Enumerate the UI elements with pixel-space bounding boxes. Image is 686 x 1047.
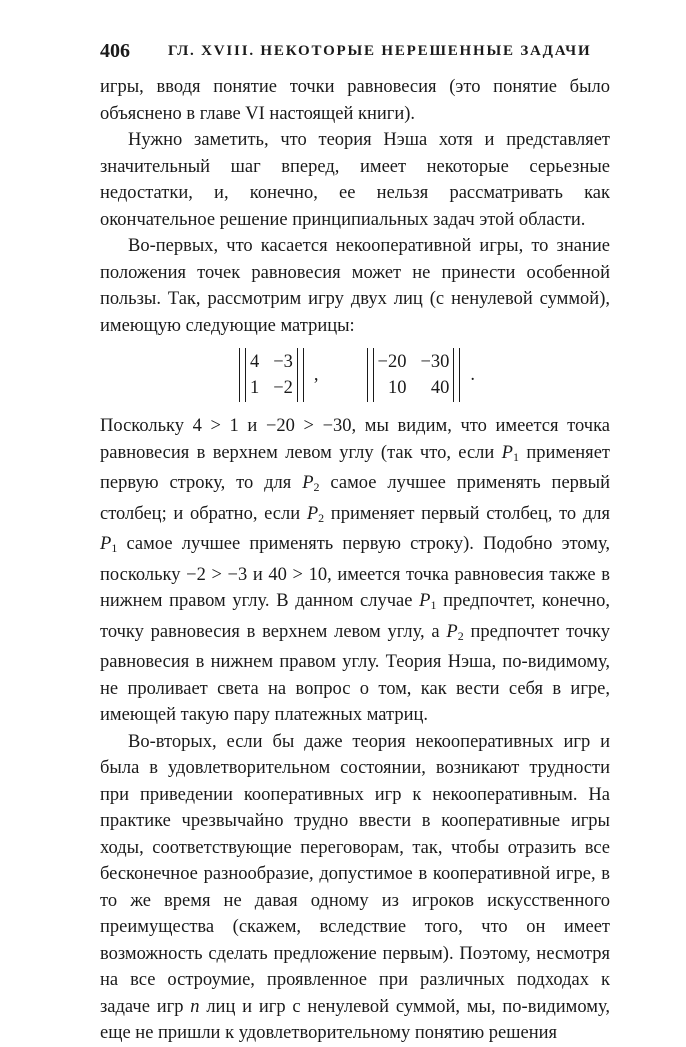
text-run: предпочтет, конечно, точку равновесия в верхнем левом углу, а [100, 591, 611, 642]
matrix-cell: −20 [377, 352, 407, 372]
matrix-bracket [239, 348, 246, 402]
text-run: Во-вторых, если бы даже теория некооперативных игр и была в удовлетворительном состоянии, возникают трудности при приведении кооперативных игр к некооперативным. На практике чрезвычайно трудно ввести в кооперативные игры ходы, соответствующие переговорам, так, чтобы отразить все бесконечное разнообразие, допустимое в кооперативной игре, в то же время не давая одному из игроков искусственного преимущества (скажем, вследствие того, что он имеет возможность сделать предложение первым). Поэтому, несмотря на все остроумие, проявленное при различных подходах к задаче игр [100, 731, 610, 1017]
player-symbol: P [100, 534, 112, 554]
page-number: 406 [100, 40, 130, 62]
matrix-cell: 4 [249, 352, 260, 372]
matrix-bracket [367, 348, 374, 402]
running-title: ГЛ. XVIII. НЕКОТОРЫЕ НЕРЕШЕННЫЕ ЗАДАЧИ [168, 43, 592, 59]
paragraph-second-issue [100, 729, 610, 1047]
matrix-period: . [470, 364, 476, 385]
paragraph-continuation: игры, вводя понятие точки равновесия (это понятие было объяснено в главе VI настоящей книги). [100, 77, 610, 124]
text-run: самое лучшее применять первый столбец; и обратно, если [100, 473, 610, 524]
variable-n: n [190, 996, 200, 1017]
subscript: 1 [430, 598, 437, 612]
player-symbol: P [446, 621, 458, 642]
paragraph-first-issue: Во-первых, что касается некооперативной игры, то знание положения точек равновесия может не принести особенной пользы. Так, рассмотрим игру двух лиц (с ненулевой суммой), имеющую следующие матрицы: [100, 236, 610, 336]
player-symbol: P [501, 442, 513, 463]
matrix-cell: −30 [420, 352, 450, 372]
player-symbol: P [419, 591, 431, 611]
paragraph-nash-remark: Нужно заметить, что теория Нэша хотя и представляет значительный шаг вперед, имеет некоторые серьезные недостатки, и, конечно, ее нельзя рассматривать как окончательное решение принципиальных задач этой области. [100, 130, 610, 230]
text-run: применяет первый столбец, то для [324, 503, 610, 524]
matrix-cell: −2 [273, 378, 293, 398]
payoff-matrices [100, 347, 610, 403]
payoff-matrix-1 [235, 348, 319, 402]
text-run: Поскольку 4 > 1 и −20 > −30, мы видим, что имеется точка равновесия в верхнем левом углу (так что, если [100, 416, 610, 463]
player-symbol: P [302, 473, 314, 493]
matrix-cell: 40 [430, 378, 450, 398]
payoff-matrix-2 [363, 348, 476, 402]
matrix-bracket [297, 348, 304, 402]
text-run: лиц и игр с ненулевой суммой, мы, по-видимому, еще не пришли к удовлетворительному понятию решения [100, 996, 610, 1043]
paragraph-equilibrium-analysis [100, 413, 610, 729]
player-symbol: P [306, 503, 319, 524]
matrix-comma: , [313, 364, 319, 385]
text-run: применяет первую строку, то для [100, 442, 610, 493]
subscript: 1 [512, 449, 519, 464]
subscript: 2 [457, 628, 464, 643]
subscript: 1 [111, 541, 118, 555]
subscript: 2 [313, 480, 320, 494]
matrix-cell: −3 [273, 352, 293, 372]
matrix-cell: 10 [387, 378, 407, 398]
matrix-cell: 1 [249, 378, 260, 398]
text-run: самое лучшее применять первую строку). Подобно этому, поскольку −2 > −3 и 40 > 10, имеется точка равновесия также в нижнем правом углу. В данном случае [100, 534, 610, 611]
matrix-bracket [453, 348, 460, 402]
page-header [100, 40, 610, 64]
page-body [100, 74, 610, 1047]
text-run: предпочтет точку равновесия в нижнем правом углу. Теория Нэша, по-видимому, не проливает света на вопрос о том, как вести себя в игре, имеющей такую пару платежных матриц. [100, 621, 610, 725]
subscript: 2 [318, 510, 325, 525]
